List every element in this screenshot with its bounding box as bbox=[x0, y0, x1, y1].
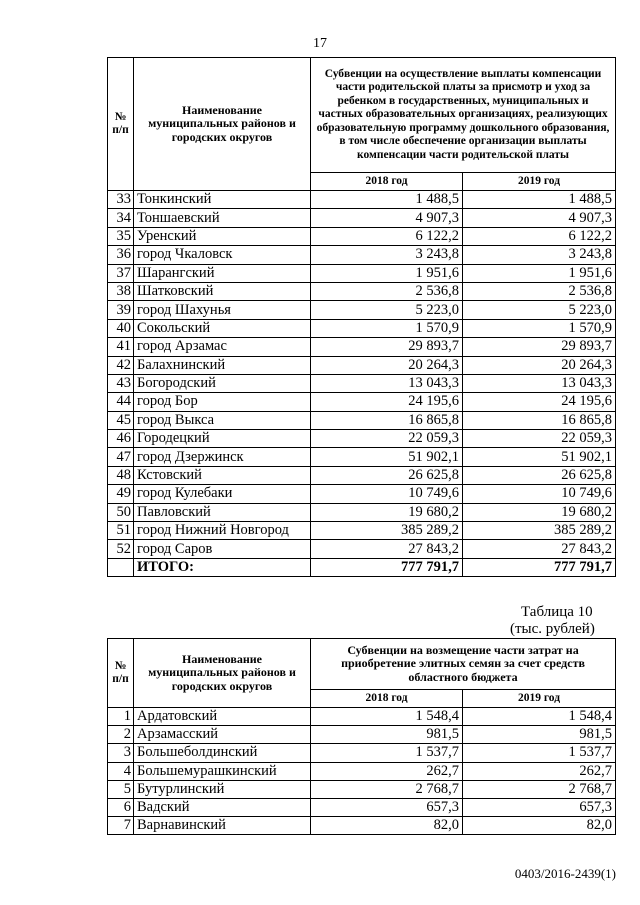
row-number: 49 bbox=[108, 485, 134, 503]
total-label: ИТОГО: bbox=[134, 558, 311, 576]
value-2019: 1 537,7 bbox=[463, 744, 616, 762]
value-2018: 22 059,3 bbox=[311, 430, 463, 448]
total-2019: 777 791,7 bbox=[463, 558, 616, 576]
value-2018: 1 537,7 bbox=[311, 744, 463, 762]
table-row bbox=[108, 448, 616, 466]
row-number: 1 bbox=[108, 708, 134, 726]
value-2019: 26 625,8 bbox=[463, 466, 616, 484]
row-number: 37 bbox=[108, 264, 134, 282]
district-name: город Бор bbox=[134, 393, 311, 411]
value-2018: 2 768,7 bbox=[311, 780, 463, 798]
value-2018: 3 243,8 bbox=[311, 246, 463, 264]
value-2019: 385 289,2 bbox=[463, 522, 616, 540]
district-name: Шарангский bbox=[134, 264, 311, 282]
header-district-name: Наименование муниципальных районов и городских округов bbox=[134, 639, 311, 708]
row-number: 44 bbox=[108, 393, 134, 411]
district-name: Вадский bbox=[134, 798, 311, 816]
value-2019: 3 243,8 bbox=[463, 246, 616, 264]
value-2018: 981,5 bbox=[311, 726, 463, 744]
table-row bbox=[108, 744, 616, 762]
row-number: 45 bbox=[108, 411, 134, 429]
table-row bbox=[108, 485, 616, 503]
district-name: Уренский bbox=[134, 227, 311, 245]
value-2019: 19 680,2 bbox=[463, 503, 616, 521]
row-number: 35 bbox=[108, 227, 134, 245]
table-row bbox=[108, 191, 616, 209]
row-number: 38 bbox=[108, 282, 134, 300]
value-2019: 16 865,8 bbox=[463, 411, 616, 429]
value-2018: 29 893,7 bbox=[311, 338, 463, 356]
row-number: 3 bbox=[108, 744, 134, 762]
value-2018: 27 843,2 bbox=[311, 540, 463, 558]
value-2019: 51 902,1 bbox=[463, 448, 616, 466]
row-number: 34 bbox=[108, 209, 134, 227]
subsidy-table-parental-compensation bbox=[107, 57, 616, 577]
value-2018: 16 865,8 bbox=[311, 411, 463, 429]
page-number: 17 bbox=[313, 36, 327, 51]
value-2019: 10 749,6 bbox=[463, 485, 616, 503]
value-2018: 20 264,3 bbox=[311, 356, 463, 374]
table-row bbox=[108, 817, 616, 835]
district-name: город Кулебаки bbox=[134, 485, 311, 503]
value-2019: 1 548,4 bbox=[463, 708, 616, 726]
table-row bbox=[108, 466, 616, 484]
header-year-2018: 2018 год bbox=[311, 173, 463, 191]
table-row bbox=[108, 708, 616, 726]
value-2018: 82,0 bbox=[311, 817, 463, 835]
district-name: город Нижний Новгород bbox=[134, 522, 311, 540]
table-row bbox=[108, 540, 616, 558]
value-2018: 19 680,2 bbox=[311, 503, 463, 521]
table-row bbox=[108, 227, 616, 245]
value-2018: 6 122,2 bbox=[311, 227, 463, 245]
value-2019: 6 122,2 bbox=[463, 227, 616, 245]
district-name: Балахнинский bbox=[134, 356, 311, 374]
table-row bbox=[108, 374, 616, 392]
value-2019: 981,5 bbox=[463, 726, 616, 744]
row-number: 47 bbox=[108, 448, 134, 466]
row-number: 6 bbox=[108, 798, 134, 816]
table-row bbox=[108, 762, 616, 780]
table-row bbox=[108, 338, 616, 356]
value-2019: 1 951,6 bbox=[463, 264, 616, 282]
district-name: Варнавинский bbox=[134, 817, 311, 835]
value-2019: 29 893,7 bbox=[463, 338, 616, 356]
row-number: 51 bbox=[108, 522, 134, 540]
row-number: 7 bbox=[108, 817, 134, 835]
district-name: город Шахунья bbox=[134, 301, 311, 319]
row-number: 33 bbox=[108, 191, 134, 209]
row-number: 41 bbox=[108, 338, 134, 356]
header-num: № п/п bbox=[108, 58, 134, 191]
row-number: 36 bbox=[108, 246, 134, 264]
table-row bbox=[108, 780, 616, 798]
district-name: Шатковский bbox=[134, 282, 311, 300]
value-2019: 1 570,9 bbox=[463, 319, 616, 337]
subsidy-table-elite-seeds bbox=[107, 638, 616, 835]
table-row bbox=[108, 393, 616, 411]
header-year-2019: 2019 год bbox=[463, 173, 616, 191]
value-2018: 10 749,6 bbox=[311, 485, 463, 503]
value-2019: 2 536,8 bbox=[463, 282, 616, 300]
district-name: город Саров bbox=[134, 540, 311, 558]
row-number: 43 bbox=[108, 374, 134, 392]
district-name: Павловский bbox=[134, 503, 311, 521]
district-name: Кстовский bbox=[134, 466, 311, 484]
district-name: Арзамасский bbox=[134, 726, 311, 744]
header-district-name: Наименование муниципальных районов и городских округов bbox=[134, 58, 311, 191]
row-number: 4 bbox=[108, 762, 134, 780]
table-row bbox=[108, 356, 616, 374]
table-row bbox=[108, 209, 616, 227]
value-2018: 2 536,8 bbox=[311, 282, 463, 300]
header-year-2019: 2019 год bbox=[463, 690, 616, 708]
value-2018: 1 488,5 bbox=[311, 191, 463, 209]
total-empty-cell bbox=[108, 558, 134, 576]
value-2019: 2 768,7 bbox=[463, 780, 616, 798]
row-number: 46 bbox=[108, 430, 134, 448]
row-number: 40 bbox=[108, 319, 134, 337]
table-row bbox=[108, 282, 616, 300]
district-name: город Чкаловск bbox=[134, 246, 311, 264]
table-row bbox=[108, 301, 616, 319]
district-name: Тонкинский bbox=[134, 191, 311, 209]
district-name: Городецкий bbox=[134, 430, 311, 448]
row-number: 52 bbox=[108, 540, 134, 558]
header-num: № п/п bbox=[108, 639, 134, 708]
row-number: 48 bbox=[108, 466, 134, 484]
value-2019: 262,7 bbox=[463, 762, 616, 780]
table-row bbox=[108, 726, 616, 744]
table-row bbox=[108, 411, 616, 429]
table-row bbox=[108, 319, 616, 337]
value-2018: 1 951,6 bbox=[311, 264, 463, 282]
table-row bbox=[108, 246, 616, 264]
row-number: 42 bbox=[108, 356, 134, 374]
table-row bbox=[108, 264, 616, 282]
table-units: (тыс. рублей) bbox=[510, 621, 595, 637]
value-2018: 26 625,8 bbox=[311, 466, 463, 484]
value-2019: 20 264,3 bbox=[463, 356, 616, 374]
district-name: город Выкса bbox=[134, 411, 311, 429]
district-name: город Арзамас bbox=[134, 338, 311, 356]
district-name: город Дзержинск bbox=[134, 448, 311, 466]
value-2018: 4 907,3 bbox=[311, 209, 463, 227]
value-2018: 51 902,1 bbox=[311, 448, 463, 466]
district-name: Большемурашкинский bbox=[134, 762, 311, 780]
value-2019: 5 223,0 bbox=[463, 301, 616, 319]
district-name: Большеболдинский bbox=[134, 744, 311, 762]
value-2018: 1 548,4 bbox=[311, 708, 463, 726]
total-2018: 777 791,7 bbox=[311, 558, 463, 576]
value-2018: 262,7 bbox=[311, 762, 463, 780]
value-2019: 13 043,3 bbox=[463, 374, 616, 392]
table-row bbox=[108, 522, 616, 540]
table-row bbox=[108, 430, 616, 448]
value-2018: 657,3 bbox=[311, 798, 463, 816]
value-2018: 5 223,0 bbox=[311, 301, 463, 319]
document-code: 0403/2016-2439(1) bbox=[514, 866, 616, 881]
value-2018: 13 043,3 bbox=[311, 374, 463, 392]
table-caption: Таблица 10 bbox=[521, 604, 593, 620]
header-year-2018: 2018 год bbox=[311, 690, 463, 708]
district-name: Богородский bbox=[134, 374, 311, 392]
value-2019: 1 488,5 bbox=[463, 191, 616, 209]
row-number: 50 bbox=[108, 503, 134, 521]
header-subsidy: Субвенции на осуществление выплаты компенсации части родительской платы за присмотр и уход за ребенком в государственных, муниципальных и частных образовательных организациях, реализующих образовательную программу дошкольного образования, в том числе обеспечение организации выплаты компенсации части родительской платы bbox=[311, 58, 616, 173]
total-row bbox=[108, 558, 616, 576]
district-name: Бутурлинский bbox=[134, 780, 311, 798]
district-name: Тоншаевский bbox=[134, 209, 311, 227]
row-number: 39 bbox=[108, 301, 134, 319]
value-2018: 1 570,9 bbox=[311, 319, 463, 337]
header-subsidy: Субвенции на возмещение части затрат на приобретение элитных семян за счет средств областного бюджета bbox=[311, 639, 616, 690]
value-2018: 24 195,6 bbox=[311, 393, 463, 411]
table-row bbox=[108, 503, 616, 521]
value-2019: 24 195,6 bbox=[463, 393, 616, 411]
value-2019: 4 907,3 bbox=[463, 209, 616, 227]
table-row bbox=[108, 798, 616, 816]
row-number: 2 bbox=[108, 726, 134, 744]
value-2019: 82,0 bbox=[463, 817, 616, 835]
district-name: Сокольский bbox=[134, 319, 311, 337]
district-name: Ардатовский bbox=[134, 708, 311, 726]
value-2018: 385 289,2 bbox=[311, 522, 463, 540]
value-2019: 657,3 bbox=[463, 798, 616, 816]
row-number: 5 bbox=[108, 780, 134, 798]
value-2019: 27 843,2 bbox=[463, 540, 616, 558]
value-2019: 22 059,3 bbox=[463, 430, 616, 448]
